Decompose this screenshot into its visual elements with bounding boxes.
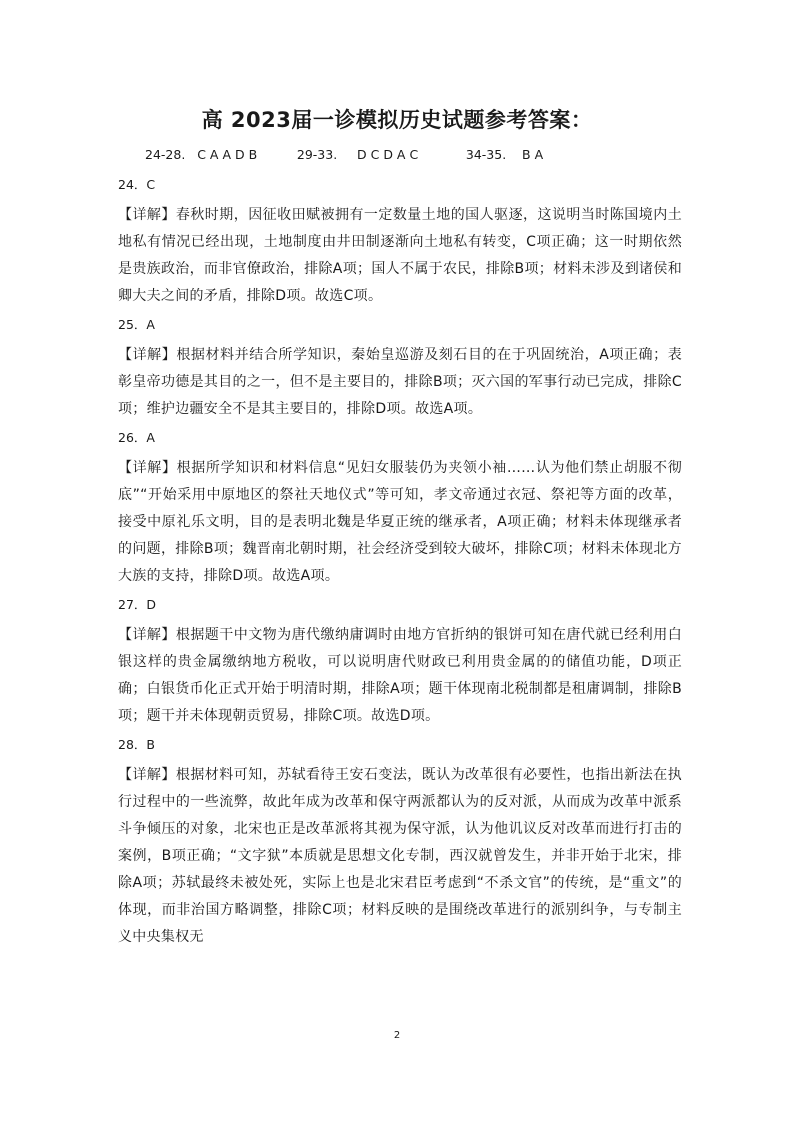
question-number: 27．D bbox=[118, 597, 157, 612]
question-detail: 【详解】根据材料可知，苏轼看待王安石变法，既认为改革很有必要性，也指出新法在执行过程中的一些流弊，故此年成为改革和保守两派都认为的反对派，从而成为改革中派系斗争倾压的对象，北宋也正是改革派将其视为保守派，认为他讥议反对改革而进行打击的案例，B项正确；“文字狱”本质就是思想文化专制，西汉就曾发生，并非开始于北宋，排除A项；苏轼最终未被处死，实际上也是北宋君臣考虑到“不杀文官”的传统，是“重文”的体现，而非治国方略调整，排除C项；材料反映的是围绕改革进行的派别纠争，与专制主义中央集权无 bbox=[118, 767, 682, 945]
question-detail: 【详解】根据所学知识和材料信息“见妇女服装仍为夹领小袖……认为他们禁止胡服不彻底”“开始采用中原地区的祭社天地仪式”等可知，孝文帝通过衣冠、祭祀等方面的改革，接受中原礼乐文明，目的是表明北魏是华夏正统的继承者，A项正确；材料未体现继承者的问题，排除B项；魏晋南北朝时期，社会经济受到较大破坏，排除C项；材料未体现北方大族的支持，排除D项。故选A项。 bbox=[118, 460, 682, 584]
answer-key-line: 24-28. C A A D B 29-33. D C D A C 34-35. B A bbox=[145, 147, 544, 162]
page-number: 2 bbox=[393, 1030, 401, 1041]
question-detail: 【详解】根据材料并结合所学知识，秦始皇巡游及刻石目的在于巩固统治，A项正确；表彰皇帝功德是其目的之一，但不是主要目的，排除B项；灭六国的军事行动已完成，排除C项；维护边疆安全不是其主要目的，排除D项。故选A项。 bbox=[118, 347, 682, 417]
question-number: 26．A bbox=[118, 430, 155, 445]
answer-explanations bbox=[118, 176, 682, 957]
question-number: 28．B bbox=[118, 737, 155, 752]
question-number: 25．A bbox=[118, 317, 155, 332]
question-number: 24．C bbox=[118, 177, 156, 192]
question-detail: 【详解】春秋时期，因征收田赋被拥有一定数量土地的国人驱逐，这说明当时陈国境内土地私有情况已经出现，土地制度由井田制逐渐向土地私有转变，C项正确；这一时期依然是贵族政治，而非官僚政治，排除A项；国人不属于农民，排除B项；材料未涉及到诸侯和卿大夫之间的矛盾，排除D项。故选C项。 bbox=[118, 207, 682, 304]
page-title: 高 2023届一诊模拟历史试题参考答案： bbox=[201, 108, 593, 132]
question-detail: 【详解】根据题干中文物为唐代缴纳庸调时由地方官折纳的银饼可知在唐代就已经利用白银这样的贵金属缴纳地方税收，可以说明唐代财政已利用贵金属的的储值功能，D项正确；白银货币化正式开始于明清时期，排除A项；题干体现南北税制都是租庸调制，排除B项；题干并未体现朝贡贸易，排除C项。故选D项。 bbox=[118, 627, 682, 724]
